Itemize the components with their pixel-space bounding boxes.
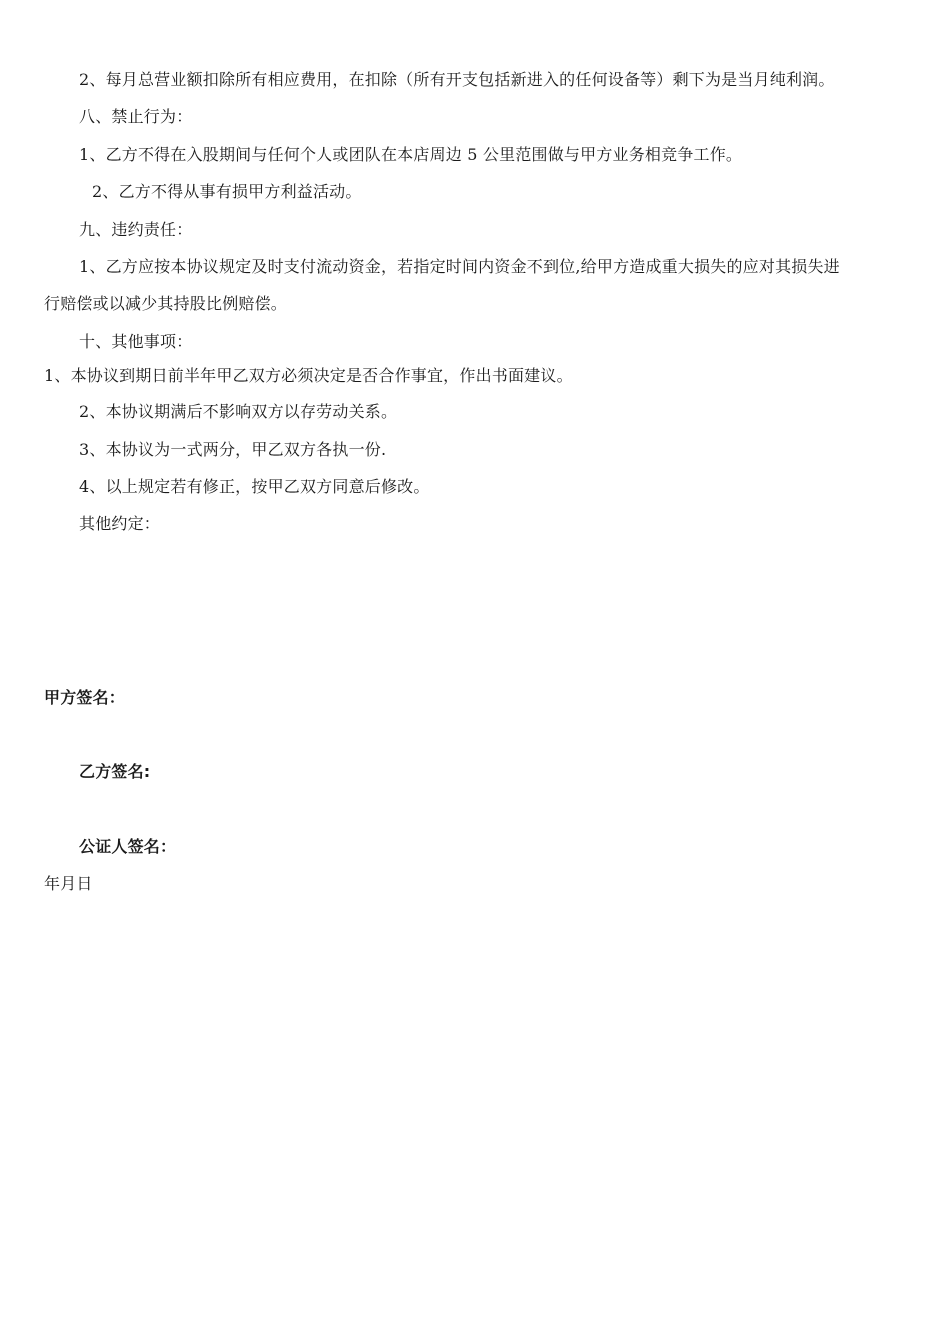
clause-labor-relation: 2、本协议期满后不影响双方以存劳动关系。 xyxy=(79,402,398,421)
clause-funding-liability: 1、乙方应按本协议规定及时支付流动资金，若指定时间内资金不到位,给甲方造成重大损失的应对其损失进 xyxy=(79,257,840,276)
clause-funding-liability-continued: 行赔偿或以减少其持股比例赔偿。 xyxy=(44,294,288,313)
clause-copies: 3、本协议为一式两分，甲乙双方各执一份. xyxy=(79,440,387,459)
clause-profit-calculation: 2、每月总营业额扣除所有相应费用，在扣除（所有开支包括新进入的任何设备等）剩下为是当月纯利润。 xyxy=(79,70,835,89)
party-b-signature-label: 乙方签名: xyxy=(79,762,151,781)
clause-amendments: 4、以上规定若有修正，按甲乙双方同意后修改。 xyxy=(79,477,430,496)
section-heading-other-matters: 十、其他事项： xyxy=(79,332,193,351)
section-heading-prohibited-conduct: 八、禁止行为： xyxy=(79,107,193,126)
party-a-signature-label: 甲方签名： xyxy=(44,688,126,707)
date-label: 年月日 xyxy=(44,874,93,893)
clause-no-harm: 2、乙方不得从事有损甲方利益活动。 xyxy=(92,182,362,201)
other-agreements-label: 其他约定： xyxy=(79,514,161,533)
section-heading-liability: 九、违约责任： xyxy=(79,220,193,239)
notary-signature-label: 公证人签名： xyxy=(79,837,177,856)
clause-non-compete: 1、乙方不得在入股期间与任何个人或团队在本店周边 5 公里范围做与甲方业务相竞争工作。 xyxy=(79,145,743,164)
clause-renewal-decision: 1、本协议到期日前半年甲乙双方必须决定是否合作事宜，作出书面建议。 xyxy=(44,366,573,385)
